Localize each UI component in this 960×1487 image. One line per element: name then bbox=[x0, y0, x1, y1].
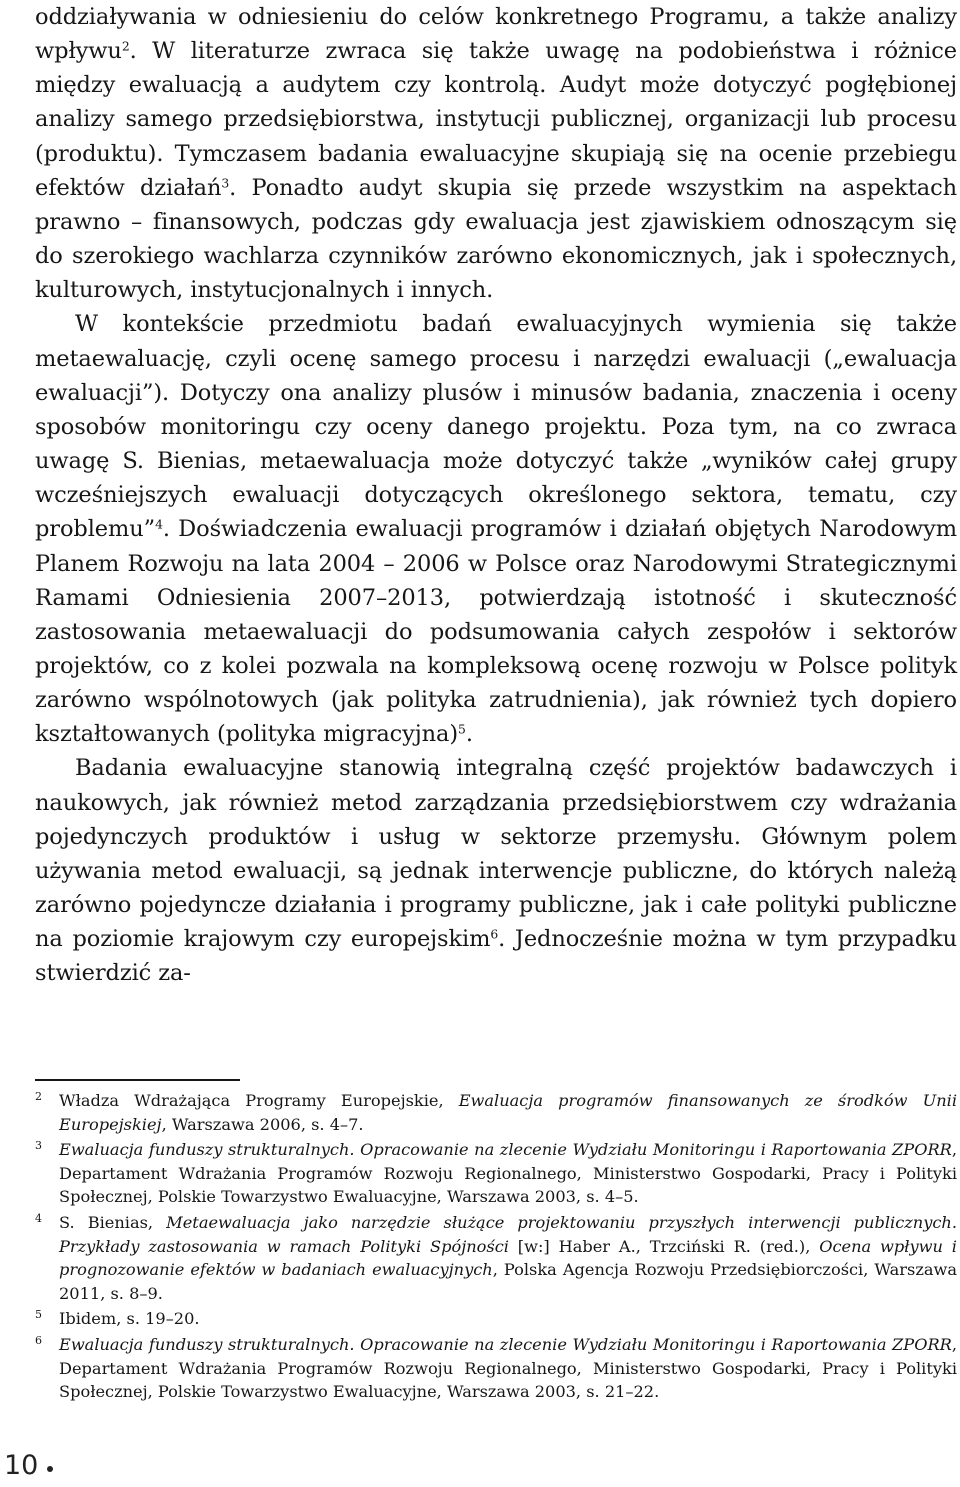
text-run: , Departament Wdrażania Programów Rozwoju Regionalnego, Ministerstwo Gospodarki, Pracy i Polityki Społecznej, Polskie Towarzystwo Ewaluacyjne, Warszawa 2003, s. 4–5. bbox=[59, 1140, 957, 1207]
page-bullet-icon bbox=[47, 1466, 53, 1472]
footnote-number: 3 bbox=[35, 1139, 42, 1153]
paragraph-3 bbox=[35, 751, 957, 990]
italic-text: Ocena wpływu i prognozowanie efektów w badaniach ewaluacyjnych bbox=[59, 1236, 957, 1280]
body-text bbox=[35, 0, 957, 991]
text-run: S. Bienias, bbox=[59, 1212, 167, 1232]
footnote-5 bbox=[35, 1307, 957, 1331]
footnote-number: 4 bbox=[35, 1211, 42, 1225]
text-run: [w:] Haber A., Trzciński R. (red.), bbox=[508, 1236, 820, 1256]
text-run: , Departament Wdrażania Programów Rozwoju Regionalnego, Ministerstwo Gospodarki, Pracy i Polityki Społecznej, Polskie Towarzystwo Ewaluacyjne, Warszawa 2003, s. 21–22. bbox=[59, 1334, 957, 1402]
italic-text: Ewaluacja programów finansowanych ze środków Unii Europejskiej bbox=[59, 1091, 957, 1134]
text-run: . Doświadczenia ewaluacji programów i działań objętych Narodowym Planem Rozwoju na lata 2004 – 2006 w Polsce oraz Narodowymi Strategicznymi Ramami Odniesienia 2007–2013, potwierdzają istotność i skuteczność zastosowania metaewaluacji do podsumowania całych zespołów i sektorów projektów, co z kolei pozwala na kompleksową ocenę rozwoju w Polsce polityk zarówno wspólnotowych (jak polityka zatrudnienia), jak również tych dopiero kształtowanych (polityka migracyjna) bbox=[35, 516, 957, 748]
italic-text: Ewaluacja funduszy strukturalnych. Opracowanie na zlecenie Wydziału Monitoringu i Raportowania ZPORR bbox=[59, 1140, 952, 1160]
text-run: Władza Wdrażająca Programy Europejskie, bbox=[59, 1091, 459, 1110]
footnote-2 bbox=[35, 1089, 957, 1136]
paragraph-2 bbox=[35, 307, 957, 751]
page-number: 10 bbox=[4, 1450, 39, 1481]
text-run: W kontekście przedmiotu badań ewaluacyjnych wymienia się także metaewaluację, czyli ocenę samego procesu i narzędzi ewaluacji („ewaluacja ewaluacji”). Dotyczy ona analizy plusów i minusów badania, znaczenia i oceny sposobów monitoringu czy oceny danego projektu. Poza tym, na co zwraca uwagę S. Bienias, metaewaluacja może dotyczyć także „wyników całej grupy wcześniejszych ewaluacji dotyczących określonego sektora, tematu, czy problemu” bbox=[35, 311, 957, 543]
footnote-reference: 3 bbox=[221, 176, 230, 191]
text-run: oddziaływania w odniesieniu do celów konkretnego Programu, a także analizy wpływu bbox=[35, 4, 957, 65]
footnote-number: 5 bbox=[35, 1308, 42, 1322]
footnote-number: 6 bbox=[35, 1333, 42, 1347]
footnote-reference: 5 bbox=[458, 722, 466, 737]
paragraph-1 bbox=[35, 0, 957, 307]
text-run: Ibidem, s. 19–20. bbox=[59, 1309, 200, 1329]
footnotes bbox=[35, 1089, 957, 1406]
text-run: . W literaturze zwraca się także uwagę na podobieństwa i różnice między ewaluacją a audytem czy kontrolą. Audyt może dotyczyć pogłębionej analizy samego przedsiębiorstwa, instytucji publicznej, organizacji lub procesu (produktu). Tymczasem badania ewaluacyjne skupiają się na ocenie przebiegu efektów działań bbox=[35, 38, 957, 201]
text-run: . Ponadto audyt skupia się przede wszystkim na aspektach prawno – finansowych, podczas gdy ewaluacja jest zjawiskiem odnoszącym się do szerokiego wachlarza czynników zarówno ekonomicznych, jak i społecznych, kulturowych, instytucjonalnych i innych. bbox=[35, 174, 957, 304]
footnote-separator bbox=[35, 1079, 240, 1081]
text-run: , Warszawa 2006, s. 4–7. bbox=[161, 1114, 364, 1134]
footnote-reference: 6 bbox=[490, 927, 499, 942]
footnote-reference: 2 bbox=[121, 39, 130, 54]
footnote-6 bbox=[35, 1333, 957, 1404]
text-run: . Jednocześnie można w tym przypadku stwierdzić za- bbox=[35, 926, 958, 987]
footnote-3 bbox=[35, 1138, 957, 1209]
text-run: , Polska Agencja Rozwoju Przedsiębiorczości, Warszawa 2011, s. 8–9. bbox=[59, 1260, 958, 1303]
text-run: . bbox=[465, 721, 473, 748]
italic-text: Metaewaluacja jako narzędzie służące projektowaniu przyszłych interwencji publicznych. Przykłady zastosowania w ramach Polityki Spójności bbox=[59, 1212, 957, 1256]
footnote-4 bbox=[35, 1211, 957, 1305]
italic-text: Ewaluacja funduszy strukturalnych. Opracowanie na zlecenie Wydziału Monitoringu i Raportowania ZPORR bbox=[59, 1334, 952, 1354]
footnote-number: 2 bbox=[35, 1090, 42, 1103]
footnote-reference: 4 bbox=[155, 517, 163, 532]
text-run: Badania ewaluacyjne stanowią integralną część projektów badawczych i naukowych, jak również metod zarządzania przedsiębiorstwem czy wdrażania pojedynczych produktów i usług w sektorze przemysłu. Głównym polem używania metod ewaluacji, są jednak interwencje publiczne, do których należą zarówno pojedyncze działania i programy publiczne, jak i całe polityki publiczne na poziomie krajowym czy europejskim bbox=[35, 755, 957, 953]
